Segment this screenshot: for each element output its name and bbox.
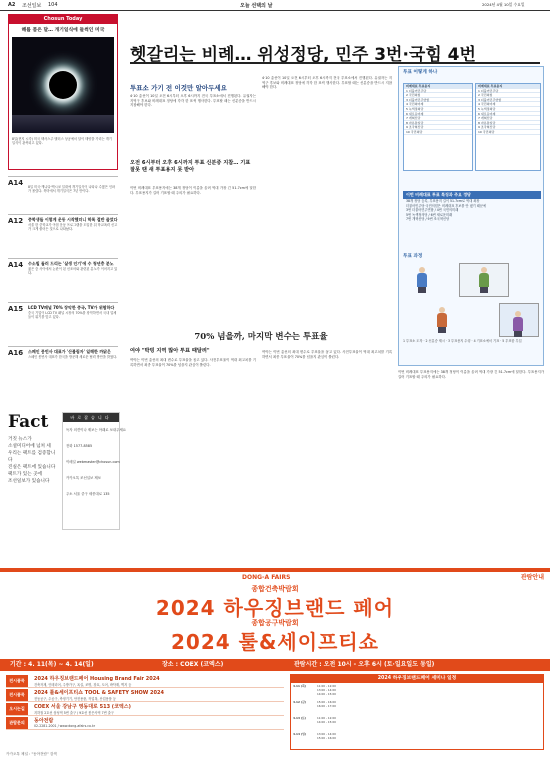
banner-small-1: 종합건축박람회: [251, 585, 299, 593]
main-headline: 헷갈리는 비례… 위성정당, 민주 3번·국힘 4번: [130, 45, 476, 65]
fair-hours: 관람시간 : 오전 10시 - 오후 6시 (토·일요일도 동일): [294, 661, 435, 668]
index-item[interactable]: A14 8일 미국·캐나다·멕시코 일대에 개기일식이 나타나 수많은 인파가 몰렸다. 북미에서 개기일식은 7년 만이다.: [8, 176, 118, 212]
article-body-3: 여야는 이번 총선의 최대 변수로 투표율을 꼽고 있다. 사전투표율이 역대 최고치를 기록하면서 최종 투표율이 70%를 넘을지 관심이 쏠린다.: [130, 358, 256, 367]
seminar-title: 2024 하우징브랜드페어 세미나 일정: [291, 675, 543, 683]
paper-name: 조선일보: [22, 3, 42, 9]
fair-advertisement[interactable]: [0, 568, 550, 758]
contact-box: 바로잡습니다 독자 의견이나 제보는 아래로 보내주세요 전화 1577-8585 이메일 webmaster@chosun.com 카카오톡 조선일보 제보 주소 서울 중구 세종대로 135: [62, 412, 120, 530]
ballot-long-sample: 비례대표 투표용지 1 더불어민주당 2 국민의힘 3 더불어민주연합 4 국민의미래 5 녹색정의당 6 새로운미래 7 개혁신당 8 자유통일당 9 조국혁신당 10 국민의당: [475, 83, 541, 171]
article-body-3b: 여야는 이번 총선의 최대 변수로 투표율을 꼽고 있다. 사전투표율이 역대 최고치를 기록하면서 최종 투표율이 70%를 넘을지 관심이 쏠린다.: [262, 350, 392, 359]
article-body-1: 4·10 총선이 10일 오전 6시부터 오후 6시까지 전국 투표소에서 진행된다. 유권자는 지역구 후보와 비례대표 정당에 각각 한 표씩 행사한다. 투표할 때는 신분증을 반드시 지참해야 한다.: [130, 94, 256, 108]
fair-details: [6, 674, 284, 730]
chosun-today-label: Chosun Today: [9, 15, 117, 24]
fair-detail-row: 관람문의 동아전람 02-2281-2001 / www.dong-afairs.co.kr: [6, 716, 284, 730]
article-body-2: 이번 비례대표 투표용지에는 38개 정당이 이름을 올려 역대 가장 긴 51.7cm에 달한다. 투표용지가 길어 기표할 때 주의가 필요하다.: [130, 186, 256, 195]
eclipse-photo: [12, 37, 114, 133]
article-body-col2: 4·10 총선이 10일 오전 6시부터 오후 6시까지 전국 투표소에서 진행된다. 유권자는 지역구 후보와 비례대표 정당에 각각 한 표씩 행사한다. 투표할 때는 신분증을 반드시 지참해야 한다.: [262, 76, 392, 90]
banner-footer: 카카오톡 채널 : "동아전람" 검색: [6, 752, 57, 756]
article-subhead: 투표소 가기 전 이것만 알아두세요: [130, 84, 227, 92]
ballot-sample: 비례대표 투표용지 1 더불어민주당 2 국민의힘 3 더불어민주연합 4 국민의미래 5 녹색정의당 6 새로운미래 7 개혁신당 8 자유통일당 9 조국혁신당 10 국민의당: [403, 83, 473, 171]
issue-date: 2024년 4월 10일 수요일: [482, 2, 525, 7]
index-item[interactable]: A14 수소빌 둘러 드리는 '살생 인기'에 수 청년층 분노 젊은 층 사이에서 논란이 된 신조어와 관련된 분노가 이어지고 있다.: [8, 258, 118, 300]
chosun-today-caption: 8일(현지 시각) 미국 텍사스주 댈러스 상공에서 달이 태양을 가리는 개기일식이 관측되고 있다.: [12, 137, 112, 146]
article-subhead-2: 오전 6시부터 오후 6시까지 투표 신분증 지참… 기표 잘못 땐 새 투표용지 못 받아: [130, 160, 251, 173]
contact-head: 바로잡습니다: [63, 413, 119, 422]
banner-guide: 관람안내: [520, 574, 544, 581]
banner-title-2: 2024 툴&세이프티쇼: [171, 630, 379, 654]
voter-figure: [511, 311, 525, 337]
page-number: A2: [8, 2, 16, 8]
chosun-today: [8, 14, 118, 170]
fair-detail-row: 전시품목 2024 하우징브랜드페어 Housing Brand Fair 2024 건축자재, 인테리어, 주방가구, 욕실, 조명, 창호, 도어, 바닥재, 벽지 등: [6, 674, 284, 688]
fact-logo: Fact: [8, 412, 49, 432]
voter-figure: [415, 267, 429, 293]
index-item[interactable]: A12 중학생들 이렇게 운동 시작했더니 학폭 절반 줄었다 서울 한 중학교가 아침 운동 프로그램을 도입한 뒤 학교폭력 신고가 크게 줄어든 것으로 나타났다.: [8, 214, 118, 256]
fair-detail-row: 오시는길 COEX 서울 강남구 영동대로 513 (코엑스) 지하철 2호선 삼성역 5번 출구 / 9호선 봉은사역 7번 출구: [6, 702, 284, 716]
index-item[interactable]: A16 스페인 몽빈사 대표가 '산불림자' 일해한 까닭은 스페인 몽빈사 대표가 한국을 방문해 새로운 협력 방안을 밝혔다.: [8, 346, 118, 388]
page-header: [0, 0, 550, 11]
banner-small-2: 종합공구박람회: [251, 619, 299, 627]
voter-figure: [435, 307, 449, 333]
banner-info-bar: [0, 659, 550, 671]
article-lead: 여야 "박빙 지역 많아 투표 때달려": [130, 348, 210, 354]
voter-figure: [477, 267, 491, 293]
fact-box: Fact 거짓 뉴스가 소셜미디어에 넘쳐 세 우리는 팩트를 검증합니다 진실은 팩트에 있습니다 팩트가 있는 곳에 조선일보가 있습니다: [8, 412, 58, 485]
voting-guide-graphic: 투표 어떻게 하나 비례대표 투표용지 1 더불어민주당 2 국민의힘 3 더불어민주연합 4 국민의미래 5 녹색정의당 6 새로운미래 7 개혁신당 8 자유통일당 9 조국혁신당 10 국민의당 비례대표 투표용지 1 더불어민주당 2 국민의힘 3 더불어민주연합 4 국민의미래 5 녹색정의당 6 새로운미래 7 개혁신당 8 자유통일당 9 조국혁신당 10 국민의당 이번 비례대표 투표 특징과 주요 정당 38개 정당 등록, 투표용지 길이 51.7cm로 역대 최장 더불어민주당·국민의힘은 비례대표 후보를 안 냈기 때문에 3번 더불어민주연합 / 4번 국민의미래 5번 녹색정의당 / 6번 새로운미래 7번 개혁신당 / 9번 조국혁신당 투표 과정 1 투표소 도착 · 2 신분증 제시 · 3 투표용지 수령 · 4 기표소에서 기표 · 5 투표함 투입: [398, 66, 544, 366]
banner-title-1: 2024 하우징브랜드 페어: [155, 596, 395, 620]
fair-venue: 장소 : COEX (코엑스): [162, 661, 224, 668]
eclipse-sun: [49, 71, 77, 99]
edition-number: 104: [48, 2, 58, 8]
article-body-3c: 이번 비례대표 투표용지에는 38개 정당이 이름을 올려 역대 가장 긴 51.7cm에 달한다. 투표용지가 길어 기표할 때 주의가 필요하다.: [398, 370, 544, 379]
flow-title: 투표 과정: [403, 254, 423, 259]
graphic-title: 투표 어떻게 하나: [403, 70, 438, 75]
index-item[interactable]: A15 LCD TV패널 70% 장악한 중국, TV가 위험하다 중국 기업이 LCD TV 패널 시장의 70%를 장악하면서 국내 업체들이 위기를 맞고 있다.: [8, 302, 118, 344]
seminar-schedule: 2024 하우징브랜드페어 세미나 일정 4.11 (목) 4.12 (금) 4.13 (토) 4.14 (일) 11:00 - 12:00 13:00 - 14:00 14:00 - 15:00 15:00 - 16:00 16:00 - 17:00 11:00 - 12:00 14:00 - 15:00 13:00 - 14:00 15:00 - 16:00: [290, 674, 544, 750]
banner-brand: DONG-A FAIRS: [242, 574, 291, 581]
party-summary-box: 이번 비례대표 투표 특징과 주요 정당 38개 정당 등록, 투표용지 길이 51.7cm로 역대 최장 더불어민주당·국민의힘은 비례대표 후보를 안 냈기 때문에 3번 더불어민주연합 / 4번 국민의미래 5번 녹색정의당 / 6번 새로운미래 7번 개혁신당 / 9번 조국혁신당: [403, 191, 541, 249]
chosun-today-title: 해를 품은 달… 개기일식에 들썩인 미국: [21, 28, 105, 33]
section-title: 오늘 선택의 날: [240, 3, 273, 9]
fair-detail-row: 전시품목 2024 툴&세이프티쇼 TOOL & SAFETY SHOW 2024 전동공구, 수공구, 측정기기, 안전용품, 작업복, 산업용품 등: [6, 688, 284, 702]
article-subhead-3: 70% 넘을까, 마지막 변수는 투표율: [194, 332, 328, 342]
fair-period: 기간 : 4. 11(목) ~ 4. 14(일): [10, 661, 94, 668]
